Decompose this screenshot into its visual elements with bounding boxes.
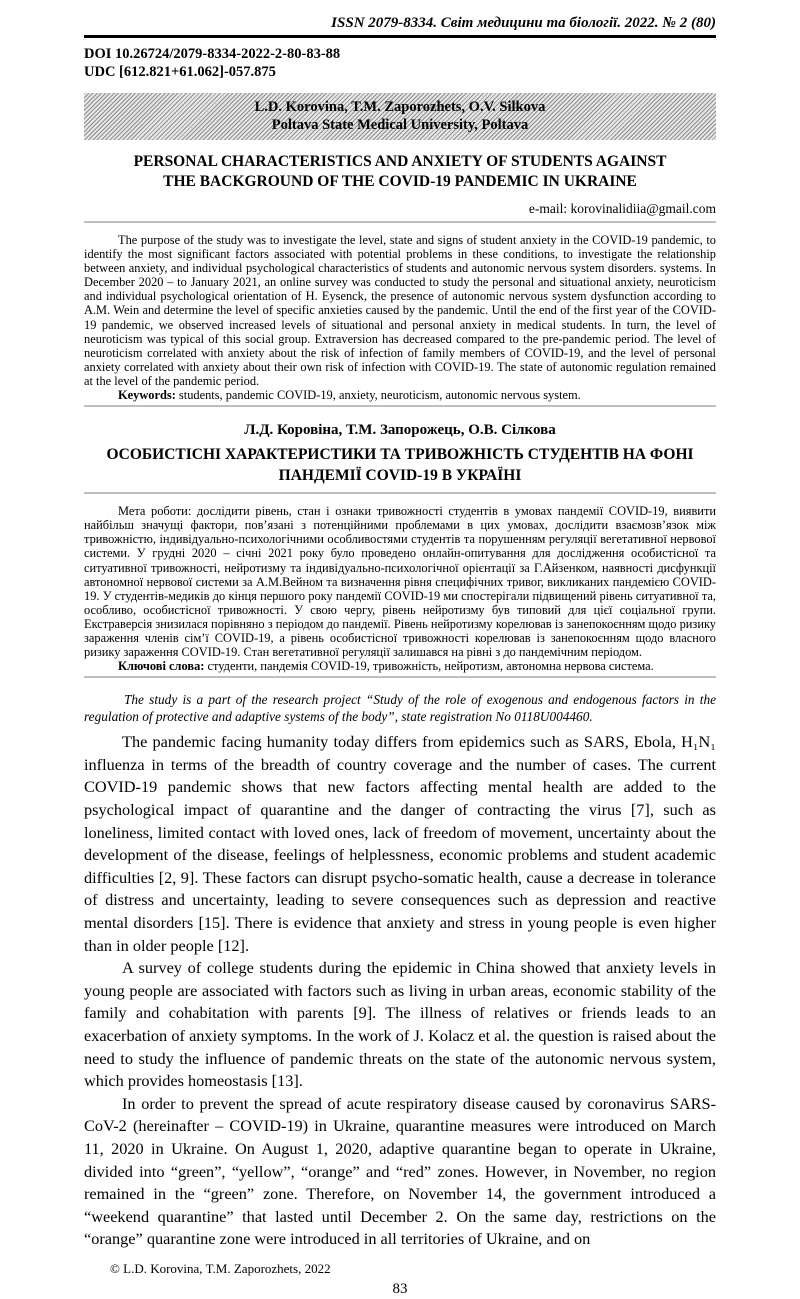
zigzag-divider [84, 221, 716, 229]
zigzag-divider [84, 405, 716, 413]
abstract-uk-text: Мета роботи: дослідити рівень, стан і ознаки тривожності студентів в умовах пандемії COVID-19, виявити найбільш значущі фактори, пов’язані з потенційними проблемами в цих умовах, дослідити взаємозв’язок між тривожністю, індивідуально-психологічними особливостями студентів та порушенням регуляції вегетативної нервової системи. У грудні 2020 – січні 2021 року було проведено онлайн-опитування для дослідження особистісної та ситуативної тривожності, нейротизму та індивідуально-психологічної орієнтації за Г.Айзенком, наявності дисфункції автономної нервової системи за А.М.Вейном та визначення рівня специфічних тривог, викликаних пандемією COVID-19. У студентів-медиків до кінця першого року пандемії COVID-19 ми спостерігали підвищений рівень ситуативної та, особливо, особистісної тривожності. У свою чергу, рівень нейротизму був типовий для цієї соціальної групи. Екстраверсія знизилася порівняно з періодом до пандемії. Рівень нейротизму корелював із занепокоєнням щодо ризику зараження членів сім’ї COVID-19, а рівень особистісної тривожності корелював із занепокоєнням щодо власного ризику зараження COVID-19. Стан вегетативної регуляції залишався на рівні з до пандемічним періодом. [84, 504, 716, 660]
body-paragraph: In order to prevent the spread of acute respiratory disease caused by coronavirus SARS-CoV-2 (hereinafter – COVID-19) in Ukraine, quarantine measures were introduced on March 11, 2020 in Ukraine. On August 1, 2020, adaptive quarantine began to operate in Ukraine, divided into “green”, “yellow”, “orange” and “red” zones. However, in November, no region remained in the “green” zone. Therefore, on November 14, the government introduced a “weekend quarantine” that lasted until December 2. On the same day, restrictions on the “orange” quarantine zone were introduced in all territories of Ukraine, and on [84, 1093, 716, 1249]
article-title-en: PERSONAL CHARACTERISTICS AND ANXIETY OF STUDENTS AGAINST THE BACKGROUND OF THE COVID-19 PANDEMIC IN UKRAINE [133, 153, 667, 190]
email-text: e-mail: korovinalidiia@gmail.com [528, 201, 716, 216]
page-footer [84, 1261, 716, 1299]
article-page [84, 0, 716, 1299]
page-number: 83 [392, 1280, 408, 1297]
keywords-uk-label: Ключові слова: [118, 659, 205, 674]
authors-affiliation: Poltava State Medical University, Poltava [271, 117, 529, 133]
abstract-en-text: The purpose of the study was to investigate the level, state and signs of student anxiety in the COVID-19 pandemic, to identify the most significant factors associated with potential problems in these conditions, to investigate the relationship between anxiety, and individual psychological characteristics of students and autonomic nervous system disorders. systems. In December 2020 – to January 2021, an online survey was conducted to study the personal and situational anxiety, neuroticism and individual psychological orientation of H. Eysenck, the presence of autonomic nervous system dysfunction according to A.M. Wein and determine the level of specific anxieties caused by the pandemic. Until the end of the first year of the COVID-19 pandemic, we observed increased levels of situational and personal anxiety in medical students. In turn, the level of neuroticism was typical of this social group. Extraversion has decreased compared to the pre-pandemic period. The level of neuroticism correlated with anxiety about the risk of infection of family members of COVID-19, and the level of personal anxiety correlated with anxiety about their own risk of infection with COVID-19. The state of autonomic regulation remained at the level of the pandemic period. [84, 233, 716, 388]
doi-text: DOI 10.26724/2079-8334-2022-2-80-83-88 [84, 46, 341, 62]
body-paragraph: The pandemic facing humanity today differs from epidemics such as SARS, Ebola, H₁N₁ influenza in terms of the breadth of country coverage and the number of cases. The current COVID-19 pandemic shows that new factors affecting mental health are added to the psychological impact of quarantine and the danger of contracting the virus [7], such as loneliness, limited contact with loved ones, lack of freedom of movement, uncertainty about the development of the disease, feelings of helplessness, economic problems and student academic difficulties [2, 9]. These factors can disrupt psycho-somatic health, cause a decrease in tolerance of distress and uncertainty, leading to severe consequences such as depression and reactive mental disorders [15]. There is evidence that anxiety and stress in young people is even higher than in older people [12]. [84, 732, 716, 955]
authors-names-uk: Л.Д. Коровіна, Т.М. Запорожець, О.В. Сілкова [244, 422, 556, 439]
body-paragraph: A survey of college students during the epidemic in China showed that anxiety levels in young people are associated with factors such as living in urban areas, economic stability of the family and cohabitation with parents [9]. The illness of relatives or friends leads to an exacerbation of anxiety symptoms. In the work of J. Kolacz et al. the question is raised about the need to study the influence of pandemic threats on the state of the autonomic nervous system, which provides homeostasis [13]. [84, 958, 716, 1091]
abstract-uk [84, 504, 716, 673]
header-rule [84, 35, 716, 38]
research-note: The study is a part of the research project “Study of the role of exogenous and endogenous factors in the regulation of protective and adaptive systems of the body”, state registration No 0118U004460. [84, 692, 716, 724]
journal-issn-header: ISSN 2079-8334. Світ медицини та біології. 2022. № 2 (80) [331, 15, 716, 31]
keywords-en-text: students, pandemic COVID-19, anxiety, neuroticism, autonomic nervous system. [175, 388, 581, 403]
article-body [84, 731, 716, 1251]
keywords-uk-text: студенти, пандемія COVID-19, тривожність, нейротизм, автономна нервова система. [204, 659, 654, 674]
authors-names-en: L.D. Korovina, T.M. Zaporozhets, O.V. Silkova [254, 99, 546, 115]
copyright-text: © L.D. Korovina, T.M. Zaporozhets, 2022 [110, 1260, 331, 1276]
keywords-en-label: Keywords: [118, 388, 176, 403]
udc-text: UDC [612.821+61.062]-057.875 [84, 64, 276, 80]
article-title-uk: ОСОБИСТІСНІ ХАРАКТЕРИСТИКИ ТА ТРИВОЖНІСТЬ СТУДЕНТІВ НА ФОНІ ПАНДЕМІЇ COVID-19 В УКРАЇНІ [106, 446, 694, 485]
authors-block [84, 93, 716, 140]
zigzag-divider [84, 676, 716, 684]
abstract-en [84, 233, 716, 402]
zigzag-divider [84, 492, 716, 500]
keywords-en-line [84, 388, 716, 402]
keywords-uk-line [84, 659, 716, 673]
